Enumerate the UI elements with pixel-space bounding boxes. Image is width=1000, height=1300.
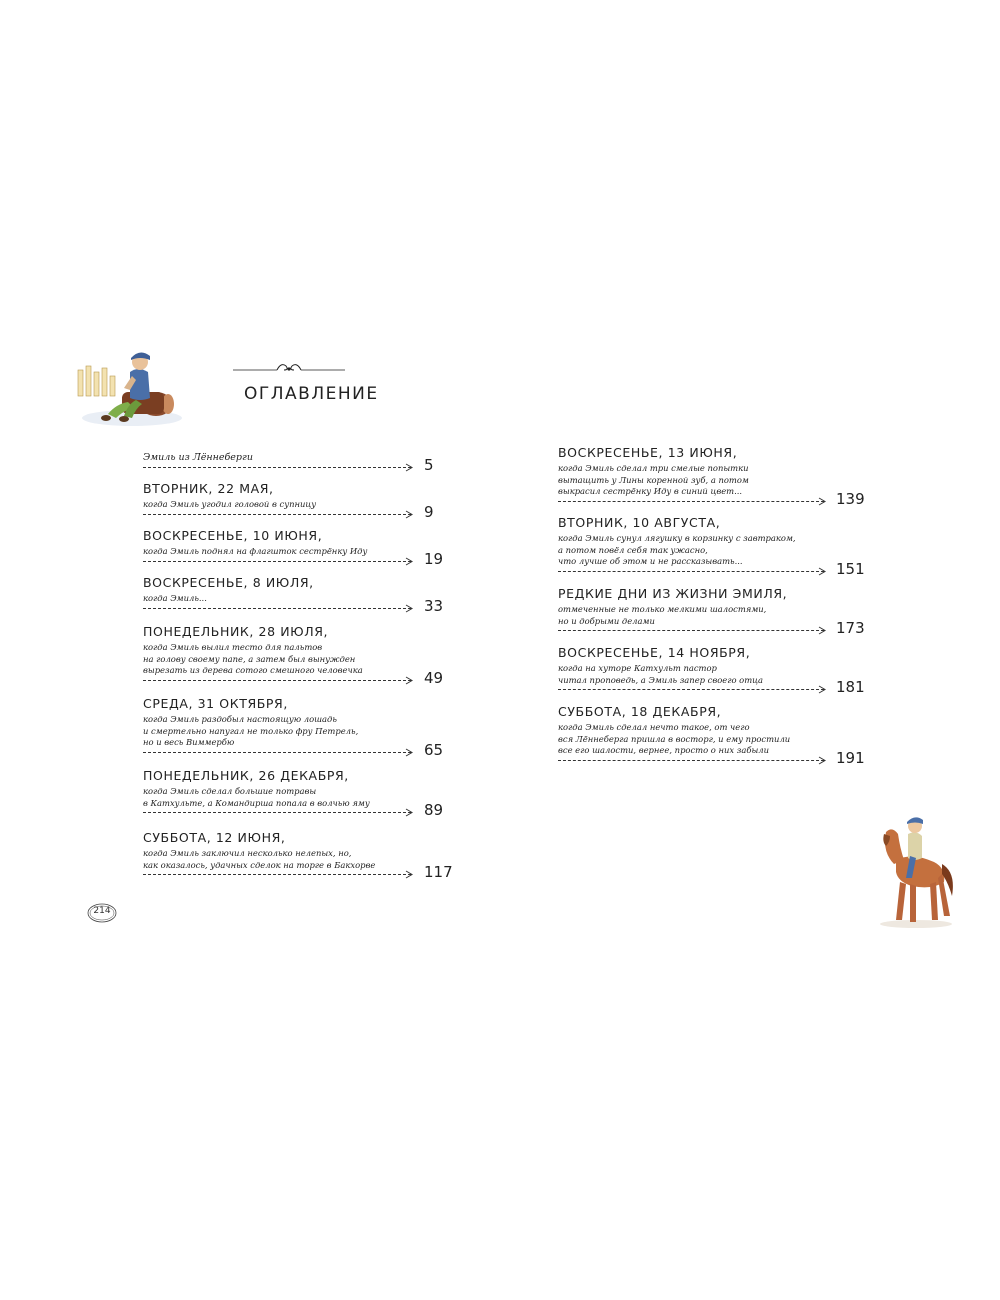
toc-leader [558, 686, 763, 694]
toc-entry-date: ВТОРНИК, 10 АВГУСТА, [558, 515, 721, 530]
toc-entry-description: а потом повёл себя так ужасно, [558, 544, 708, 555]
toc-entry-date: СУББОТА, 12 ИЮНЯ, [143, 830, 286, 845]
arrow-right-icon [818, 497, 826, 506]
toc-leader [143, 677, 363, 685]
toc-entry-description: когда Эмиль... [143, 593, 207, 603]
toc-entry-description: и смертельно напугал не только фру Петрель, [143, 725, 359, 736]
toc-entry-description: но и весь Виммербю [143, 737, 235, 747]
arrow-right-icon [818, 626, 826, 635]
toc-entry-date: ВТОРНИК, 22 МАЯ, [143, 481, 274, 496]
toc-entry-description: Эмиль из Лённеберги [143, 452, 253, 463]
toc-entry-date: ВОСКРЕСЕНЬЕ, 8 ИЮЛЯ, [143, 575, 314, 590]
toc-entry-date: СРЕДА, 31 ОКТЯБРЯ, [143, 696, 288, 711]
toc-entry-date: РЕДКИЕ ДНИ ИЗ ЖИЗНИ ЭМИЛЯ, [558, 586, 788, 601]
toc-entry[interactable] [143, 575, 444, 615]
toc-entry-page: 19 [424, 550, 444, 568]
toc-entry-page: 5 [424, 456, 434, 474]
toc-entry-page: 89 [424, 801, 444, 819]
toc-entry-page: 33 [424, 597, 444, 615]
toc-entry[interactable] [558, 645, 865, 696]
toc-entry-description: когда Эмиль угодил головой в супницу [143, 499, 317, 509]
arrow-right-icon [818, 685, 826, 694]
toc-entry[interactable] [143, 830, 453, 881]
toc-entry-page: 49 [424, 669, 444, 687]
toc-entry-page: 173 [836, 619, 865, 637]
toc-entry-description: когда Эмиль сунул лягушку в корзинку с завтраком, [558, 533, 796, 543]
toc-entry-description: когда Эмиль поднял на флагшток сестрёнку Иду [143, 546, 368, 556]
toc-entry-description: когда Эмиль сделал нечто такое, от чего [558, 722, 750, 732]
arrow-right-icon [818, 567, 826, 576]
toc-entry-date: ПОНЕДЕЛЬНИК, 26 ДЕКАБРЯ, [143, 768, 349, 783]
toc-entry-description: когда на хуторе Катхульт пастор [558, 663, 717, 673]
page-number-badge [86, 902, 118, 924]
toc-entry-description: когда Эмиль заключил несколько нелепых, но, [143, 848, 352, 858]
folio-number: 214 [93, 906, 111, 916]
toc-entry-description: выкрасил сестрёнку Иду в синий цвет... [558, 486, 743, 496]
toc-entry-description: как оказалось, удачных сделок на торге в Бакхорве [143, 859, 376, 870]
toc-entry-date: ПОНЕДЕЛЬНИК, 28 ИЮЛЯ, [143, 624, 329, 639]
toc-entry-description: но и добрыми делами [558, 615, 655, 626]
arrow-right-icon [405, 604, 413, 613]
toc-entry-date: ВОСКРЕСЕНЬЕ, 10 ИЮНЯ, [143, 528, 323, 543]
toc-entry-date: ВОСКРЕСЕНЬЕ, 13 ИЮНЯ, [558, 445, 738, 460]
toc-entry[interactable] [143, 528, 444, 568]
toc-entry-description: когда Эмиль раздобыл настоящую лошадь [143, 714, 337, 724]
toc-leader [143, 511, 316, 519]
toc-entry-description: когда Эмиль вылил тесто для пальтов [143, 642, 323, 652]
toc-leader [558, 498, 749, 506]
toc-entry-description: отмеченные не только мелкими шалостями, [558, 604, 767, 614]
toc-entry[interactable] [558, 586, 865, 637]
arrow-right-icon [405, 748, 413, 757]
toc-entry-description: на голову своему папе, а затем был вынужден [143, 653, 356, 664]
toc-entry-page: 65 [424, 741, 444, 759]
toc-entry-description: читал проповедь, а Эмиль запер своего отца [558, 674, 763, 685]
toc-entry-date: ВОСКРЕСЕНЬЕ, 14 НОЯБРЯ, [558, 645, 751, 660]
toc-entry-description: что лучше об этом и не рассказывать... [558, 556, 743, 566]
toc-entry[interactable] [143, 481, 434, 521]
boy-on-log-illustration [72, 342, 184, 428]
toc-leader [143, 464, 253, 472]
toc-entry[interactable] [558, 445, 865, 508]
toc-entry-description: все его шалости, вернее, просто о них забыли [558, 745, 770, 755]
toc-leader [143, 605, 314, 613]
toc-entry-description: когда Эмиль сделал три смелые попытки [558, 463, 749, 473]
arrow-right-icon [405, 510, 413, 519]
toc-entry-description: в Катхульте, а Командирша попала в волчью яму [143, 797, 370, 808]
arrow-right-icon [405, 463, 413, 472]
toc-entry[interactable] [143, 452, 434, 474]
toc-leader [558, 568, 796, 576]
toc-leader [143, 558, 367, 566]
toc-leader [143, 871, 375, 879]
toc-entry[interactable] [143, 696, 444, 759]
toc-entry-page: 139 [836, 490, 865, 508]
toc-entry-description: когда Эмиль сделал большие потравы [143, 786, 317, 796]
toc-entry-page: 117 [424, 863, 453, 881]
toc-leader [143, 809, 370, 817]
toc-entry-description: вытащить у Лины коренной зуб, а потом [558, 474, 749, 485]
toc-leader [558, 627, 787, 635]
toc-entry-description: вся Лённеберга пришла в восторг, и ему простили [558, 733, 791, 744]
arrow-right-icon [405, 870, 413, 879]
boy-on-horse-illustration [872, 812, 960, 930]
page-title: ОГЛАВЛЕНИЕ [244, 384, 379, 404]
toc-entry[interactable] [143, 768, 444, 819]
toc-entry-page: 181 [836, 678, 865, 696]
toc-entry[interactable] [143, 624, 444, 687]
title-ornament [233, 360, 345, 374]
arrow-right-icon [405, 808, 413, 817]
toc-entry-page: 151 [836, 560, 865, 578]
toc-leader [143, 749, 358, 757]
toc-leader [558, 757, 790, 765]
toc-entry-description: вырезать из дерева сотого смешного человечка [143, 665, 363, 675]
toc-entry-page: 9 [424, 503, 434, 521]
arrow-right-icon [405, 557, 413, 566]
toc-entry[interactable] [558, 704, 865, 767]
toc-entry-date: СУББОТА, 18 ДЕКАБРЯ, [558, 704, 722, 719]
arrow-right-icon [405, 676, 413, 685]
arrow-right-icon [818, 756, 826, 765]
toc-entry[interactable] [558, 515, 865, 578]
toc-entry-page: 191 [836, 749, 865, 767]
